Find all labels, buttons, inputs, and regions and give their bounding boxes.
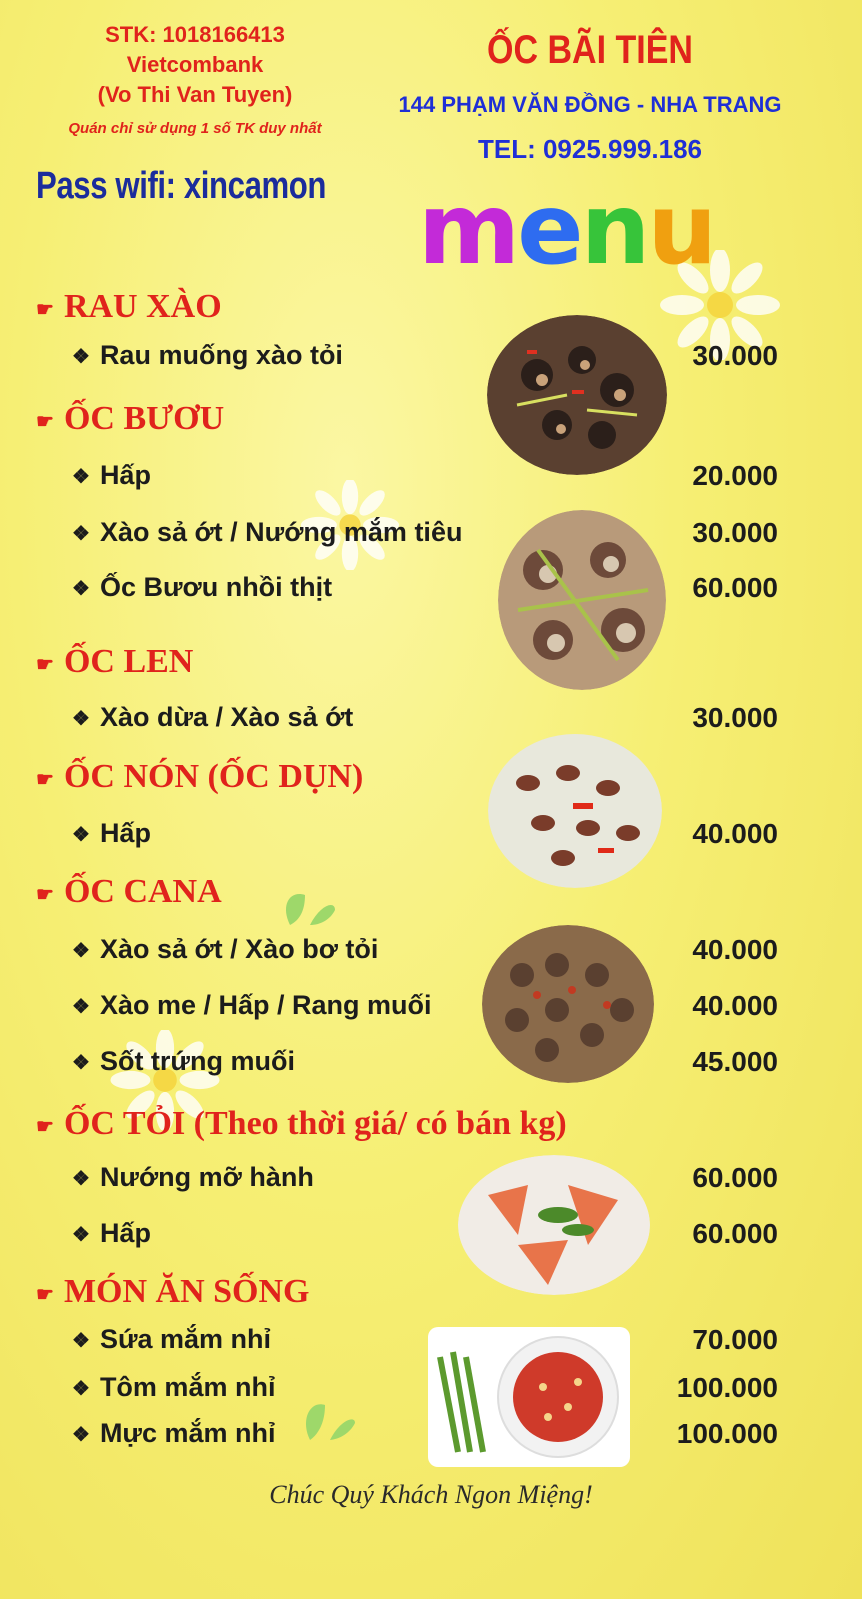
menu-item — [72, 517, 462, 548]
bank-info — [60, 20, 330, 110]
menu-item — [72, 1218, 151, 1249]
menu-item-price: 60.000 — [692, 1162, 778, 1193]
pointing-hand-icon: ☛ — [36, 653, 54, 676]
bank-note: Quán chỉ sử dụng 1 số TK duy nhất — [68, 120, 322, 137]
diamond-bullet-icon: ❖ — [72, 1378, 90, 1401]
account-owner: (Vo Thi Van Tuyen) — [97, 82, 293, 107]
menu-item-price: 30.000 — [692, 702, 778, 733]
diamond-bullet-icon: ❖ — [72, 1052, 90, 1075]
menu-item-price: 70.000 — [692, 1324, 778, 1355]
menu-item-price: 100.000 — [676, 1418, 778, 1449]
pointing-hand-icon: ☛ — [36, 768, 54, 791]
menu-item — [72, 1324, 271, 1355]
menu-item-name: Tôm mắm nhỉ — [99, 1372, 276, 1402]
menu-item — [72, 1418, 276, 1449]
diamond-bullet-icon: ❖ — [72, 1224, 90, 1247]
section-title: ỐC NÓN (ỐC DỤN) — [63, 758, 364, 795]
diamond-bullet-icon: ❖ — [72, 578, 90, 601]
pointing-hand-icon: ☛ — [36, 1115, 54, 1138]
menu-letter: u — [647, 173, 715, 287]
shop-phone: TEL: 0925.999.186 — [477, 134, 703, 164]
bank-name: Vietcombank — [126, 52, 264, 77]
section-heading — [36, 758, 363, 796]
diamond-bullet-icon: ❖ — [72, 708, 90, 731]
diamond-bullet-icon: ❖ — [72, 1330, 90, 1353]
diamond-bullet-icon: ❖ — [72, 996, 90, 1019]
menu-item-price: 100.000 — [676, 1372, 778, 1403]
menu-letter: n — [580, 173, 648, 287]
section-heading — [36, 1273, 310, 1311]
menu-item-name: Xào sả ớt / Nướng mắm tiêu — [99, 517, 463, 547]
menu-heading — [418, 175, 714, 285]
section-title: ỐC LEN — [63, 643, 194, 680]
section-title: RAU XÀO — [63, 288, 222, 325]
menu-item-price: 30.000 — [692, 517, 778, 548]
menu-letter: m — [418, 173, 518, 287]
account-number: STK: 1018166413 — [105, 22, 285, 47]
pointing-hand-icon: ☛ — [36, 883, 54, 906]
menu-item — [72, 818, 151, 849]
section-heading — [36, 1105, 567, 1143]
diamond-bullet-icon: ❖ — [72, 1168, 90, 1191]
pointing-hand-icon: ☛ — [36, 298, 54, 321]
diamond-bullet-icon: ❖ — [72, 523, 90, 546]
shop-name: ỐC BÃI TIÊN — [487, 28, 693, 72]
menu-item-name: Mực mắm nhỉ — [99, 1418, 276, 1448]
section-title: ỐC CANA — [63, 873, 222, 910]
section-title: ỐC TỎI (Theo thời giá/ có bán kg) — [63, 1105, 567, 1142]
food-photo-cone-snails — [488, 733, 662, 888]
menu-item — [72, 1372, 275, 1403]
diamond-bullet-icon: ❖ — [72, 824, 90, 847]
menu-letter: e — [517, 173, 581, 287]
leaf-decoration — [300, 1395, 360, 1445]
pointing-hand-icon: ☛ — [36, 1283, 54, 1306]
section-heading — [36, 288, 222, 326]
menu-item-name: Hấp — [99, 1218, 151, 1248]
menu-item-name: Xào sả ớt / Xào bơ tỏi — [99, 934, 379, 964]
menu-item — [72, 702, 353, 733]
menu-item-name: Xào dừa / Xào sả ớt — [99, 702, 354, 732]
section-title: ỐC BƯƠU — [63, 400, 225, 437]
menu-item — [72, 1162, 314, 1193]
shop-address: 144 PHẠM VĂN ĐỒNG - NHA TRANG — [398, 92, 782, 117]
menu-item-name: Xào me / Hấp / Rang muối — [99, 990, 432, 1020]
menu-item — [72, 340, 343, 371]
menu-item — [72, 572, 332, 603]
menu-item-price: 30.000 — [692, 340, 778, 371]
diamond-bullet-icon: ❖ — [72, 466, 90, 489]
menu-item-price: 40.000 — [692, 990, 778, 1021]
menu-item-price: 60.000 — [692, 572, 778, 603]
menu-item — [72, 990, 432, 1021]
wifi-password: Pass wifi: xincamon — [36, 165, 327, 207]
menu-item-price: 20.000 — [692, 460, 778, 491]
menu-item-price: 60.000 — [692, 1218, 778, 1249]
diamond-bullet-icon: ❖ — [72, 1424, 90, 1447]
section-heading — [36, 873, 222, 911]
menu-item-name: Hấp — [99, 460, 151, 490]
section-heading — [36, 400, 224, 438]
menu-item — [72, 460, 151, 491]
menu-item-name: Ốc Bươu nhồi thịt — [99, 572, 333, 602]
food-photo-snails — [487, 315, 667, 475]
menu-item-price: 40.000 — [692, 818, 778, 849]
menu-item — [72, 934, 378, 965]
section-title: MÓN ĂN SỐNG — [63, 1273, 310, 1310]
pointing-hand-icon: ☛ — [36, 410, 54, 433]
menu-item-name: Sứa mắm nhỉ — [99, 1324, 272, 1354]
menu-item-price: 40.000 — [692, 934, 778, 965]
diamond-bullet-icon: ❖ — [72, 346, 90, 369]
menu-item-name: Sốt trứng muối — [99, 1046, 295, 1076]
menu-item-name: Nướng mỡ hành — [99, 1162, 314, 1192]
section-heading — [36, 643, 193, 681]
menu-item-name: Hấp — [99, 818, 151, 848]
menu-item-name: Rau muống xào tỏi — [99, 340, 343, 370]
menu-item — [72, 1046, 295, 1077]
footer-message: Chúc Quý Khách Ngon Miệng! — [269, 1480, 593, 1509]
menu-item-price: 45.000 — [692, 1046, 778, 1077]
leaf-decoration — [280, 885, 340, 935]
diamond-bullet-icon: ❖ — [72, 940, 90, 963]
